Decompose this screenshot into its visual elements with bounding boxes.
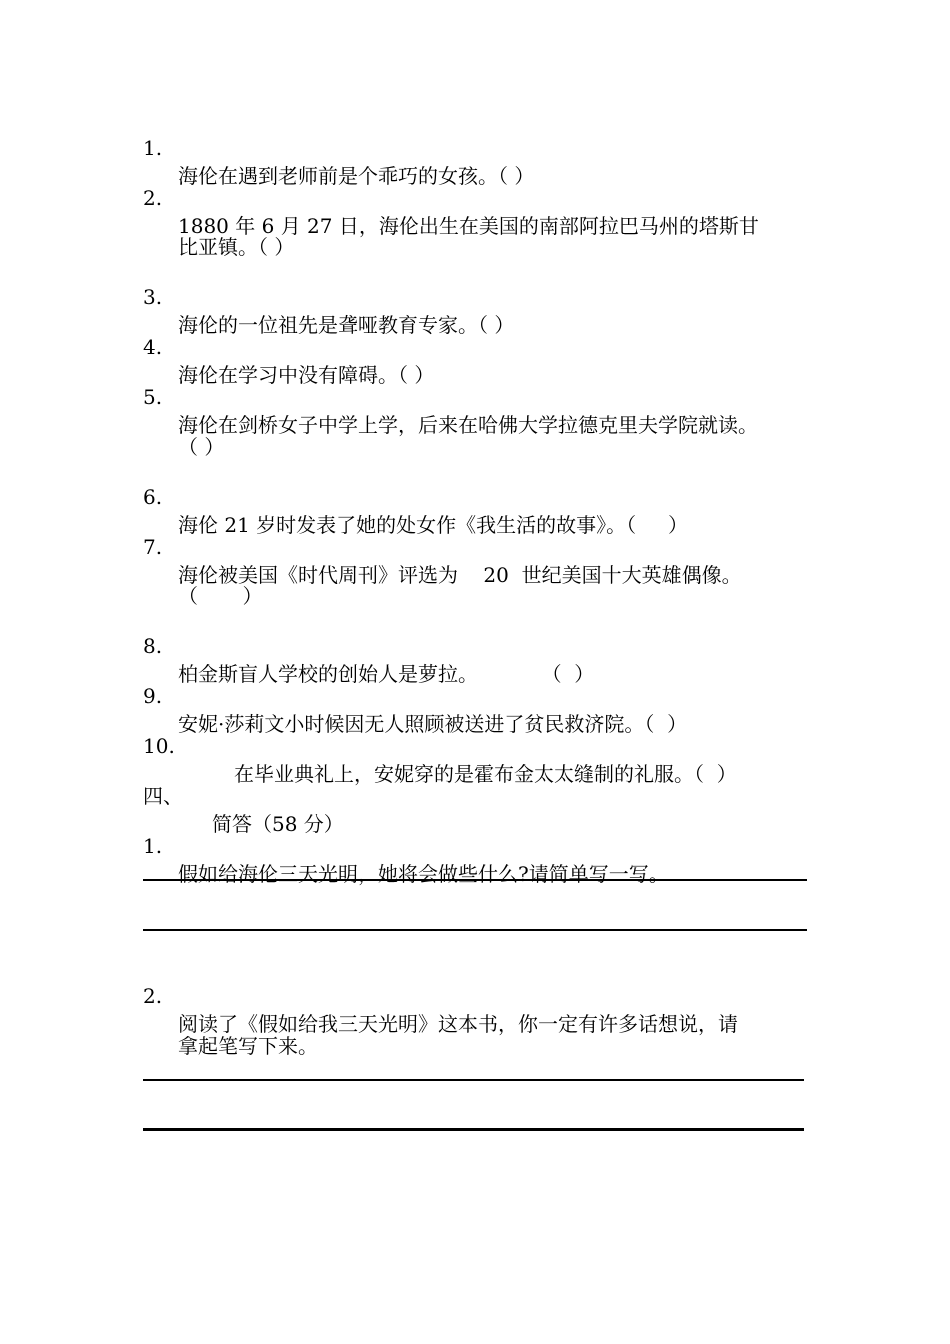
item-text: 海伦 21 岁时发表了她的处女作《我生活的故事》。（ ） — [178, 513, 688, 537]
judge-item-5-continued — [0, 405, 225, 461]
item-text-continued: （ ） — [178, 435, 225, 459]
item-text: 海伦在剑桥女子中学上学，后来在哈佛大学拉德克里夫学院就读。 — [178, 413, 758, 437]
section-title: 简答（58 分） — [212, 812, 344, 836]
item-text: 海伦在学习中没有障碍。（ ） — [178, 363, 435, 387]
item-number: 9. — [143, 684, 163, 708]
answer-line[interactable] — [143, 1079, 804, 1081]
item-number: 10. — [143, 734, 175, 758]
question-text-continued: 拿起笔写下来。 — [178, 1034, 318, 1058]
item-text: 柏金斯盲人学校的创始人是萝拉。 （ ） — [178, 662, 595, 686]
item-text: 1880 年 6 月 27 日，海伦出生在美国的南部阿拉巴马州的塔斯甘 — [178, 214, 759, 238]
item-number: 7. — [143, 535, 163, 559]
item-text: 在毕业典礼上，安妮穿的是霍布金太太缝制的礼服。（ ） — [234, 762, 737, 786]
short-answer-2-continued — [0, 1004, 318, 1060]
item-text: 海伦在遇到老师前是个乖巧的女孩。（ ） — [178, 164, 535, 188]
item-text: 海伦被美国《时代周刊》评选为 20 世纪美国十大英雄偶像。 — [178, 563, 742, 587]
item-text-continued: （ ） — [178, 584, 263, 608]
item-number: 6. — [143, 485, 163, 509]
question-text: 阅读了《假如给我三天光明》这本书，你一定有许多话想说，请 — [178, 1012, 738, 1036]
item-number: 2. — [143, 186, 163, 210]
item-text-continued: 比亚镇。（ ） — [178, 235, 295, 259]
item-number: 3. — [143, 285, 163, 309]
judge-item-7-continued — [0, 554, 263, 610]
item-text: 安妮·莎莉文小时候因无人照顾被送进了贫民救济院。（ ） — [178, 712, 688, 736]
item-number: 5. — [143, 385, 163, 409]
item-number: 1. — [143, 136, 163, 160]
item-number: 8. — [143, 634, 163, 658]
answer-line[interactable] — [143, 879, 807, 881]
judge-item-2-continued — [0, 205, 295, 261]
section-number: 四、 — [143, 784, 183, 808]
question-text: 假如给海伦三天光明，她将会做些什么?请简单写一写。 — [178, 862, 669, 886]
item-text: 海伦的一位祖先是聋哑教育专家。（ ） — [178, 313, 515, 337]
question-number: 2. — [143, 984, 163, 1008]
question-number: 1. — [143, 834, 163, 858]
answer-line[interactable] — [143, 929, 807, 931]
answer-line[interactable] — [143, 1128, 804, 1131]
item-number: 4. — [143, 335, 163, 359]
